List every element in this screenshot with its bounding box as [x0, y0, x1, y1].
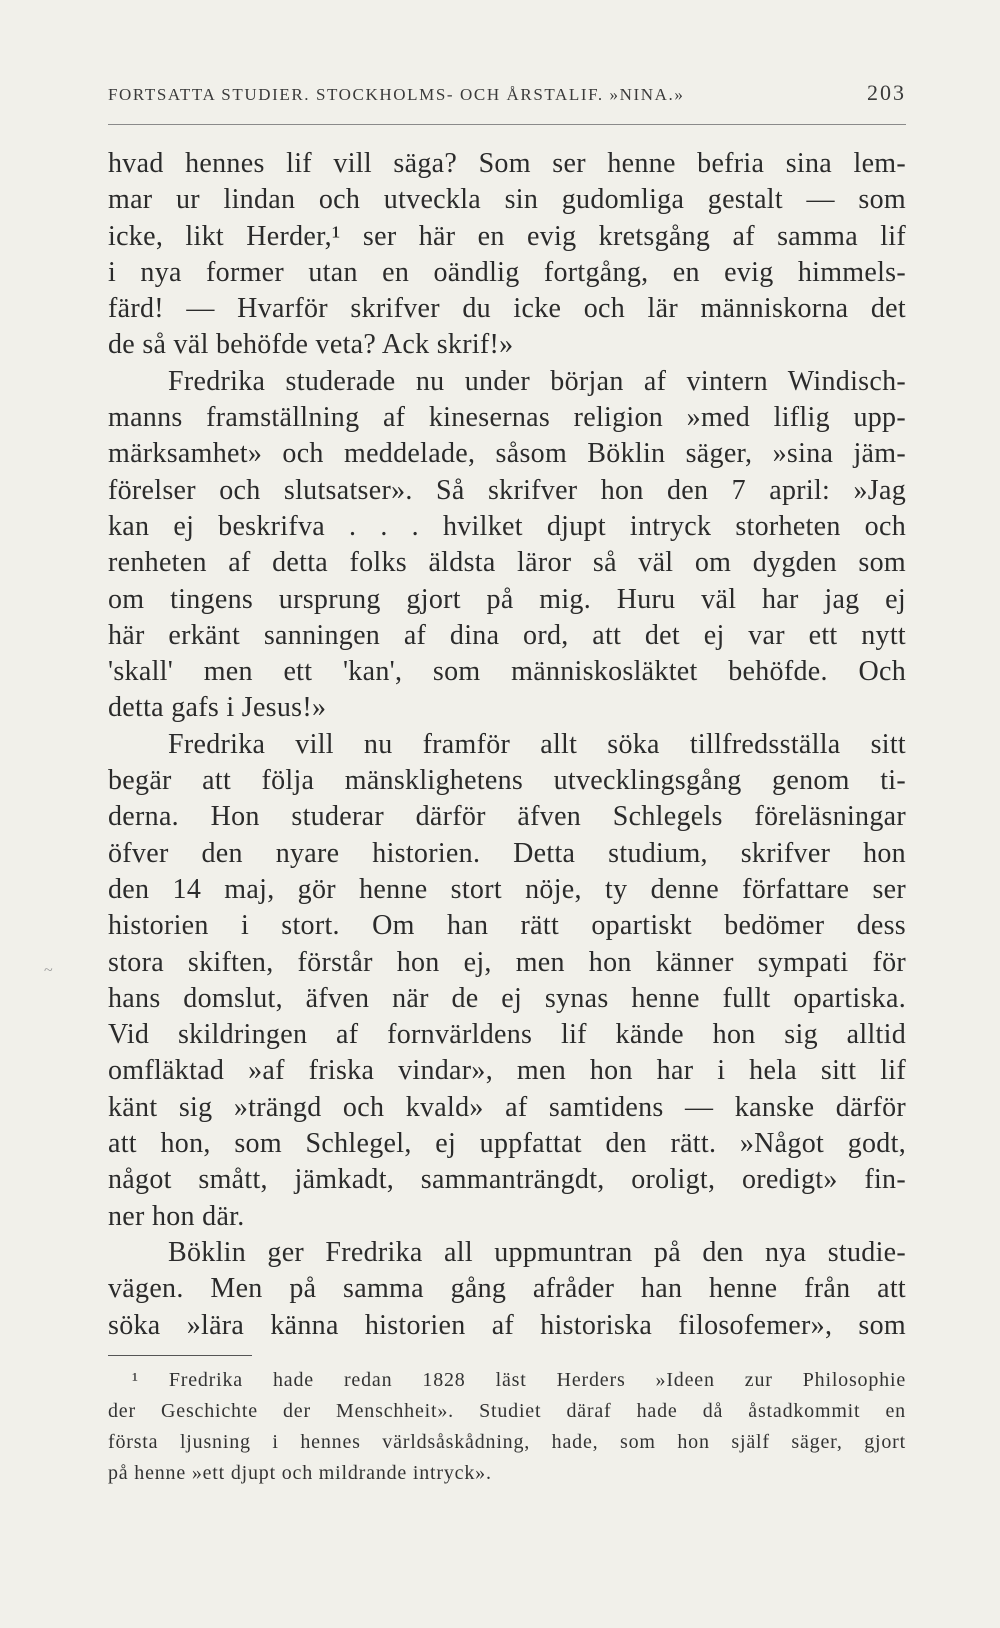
text-line: förelser och slutsatser». Så skrifver hon den 7 april: »Jag: [108, 474, 906, 506]
header-rule: [108, 124, 906, 125]
text-line: hans domslut, äfven när de ej synas henne fullt opartiska.: [108, 982, 906, 1014]
text-line: färd! — Hvarför skrifver du icke och lär människorna det: [108, 293, 906, 325]
text-line: mar ur lindan och utveckla sin gudomliga gestalt — som: [108, 184, 906, 216]
text-line: känt sig »trängd och kvald» af samtidens — kanske därför: [108, 1091, 906, 1123]
text-line: i nya former utan en oändlig fortgång, en evig himmels-: [108, 256, 906, 288]
text-line: märksamhet» och meddelade, såsom Böklin säger, »sina jäm-: [108, 438, 906, 470]
page-header: [108, 80, 906, 106]
text-line: stora skiften, förstår hon ej, men hon känner sympati för: [108, 946, 906, 978]
text-line: icke, likt Herder,¹ ser här en evig kretsgång af samma lif: [108, 220, 906, 252]
text-line: kan ej beskrifva . . . hvilket djupt intryck storheten och: [108, 510, 906, 542]
text-line: Fredrika vill nu framför allt söka tillfredsställa sitt: [168, 728, 906, 760]
text-line: att hon, som Schlegel, ej uppfattat den rätt. »Något godt,: [108, 1128, 906, 1160]
text-line: söka »lära känna historien af historiska filosofemer», som: [108, 1309, 906, 1341]
text-line: detta gafs i Jesus!»: [108, 692, 327, 724]
text-line: ner hon där.: [108, 1200, 245, 1232]
running-title: FORTSATTA STUDIER. STOCKHOLMS- OCH ÅRSTALIF. »NINA.»: [108, 85, 685, 104]
text-line: hvad hennes lif vill säga? Som ser henne befria sina lem-: [108, 148, 906, 179]
footnote-line: der Geschichte der Menschheit». Studiet däraf hade då åstadkommit en: [108, 1400, 906, 1422]
text-line: om tingens ursprung gjort på mig. Huru väl har jag ej: [108, 583, 906, 615]
footnote-rule: [108, 1355, 252, 1356]
text-line: något smått, jämkadt, sammanträngdt, oroligt, oredigt» fin-: [108, 1164, 906, 1196]
footnote-line: första ljusning i hennes världsåskådning, hade, som hon själf säger, gjort: [108, 1431, 906, 1453]
text-line: den 14 maj, gör henne stort nöje, ty denne författare ser: [108, 873, 906, 905]
text-line: omfläktad »af friska vindar», men hon har i hela sitt lif: [108, 1055, 906, 1087]
text-line: de så väl behöfde veta? Ack skrif!»: [108, 329, 514, 361]
text-line: Vid skildringen af fornvärldens lif kände hon sig alltid: [108, 1019, 906, 1051]
text-line: här erkänt sanningen af dina ord, att det ej var ett nytt: [108, 619, 906, 651]
footnotes: [108, 1365, 906, 1489]
text-line: derna. Hon studerar därför äfven Schlegels föreläsningar: [108, 801, 906, 833]
footnote-line: ¹ Fredrika hade redan 1828 läst Herders »Ideen zur Philosophie: [132, 1369, 906, 1391]
text-line: öfver den nyare historien. Detta studium, skrifver hon: [108, 837, 906, 869]
text-line: Fredrika studerade nu under början af vintern Windisch-: [168, 365, 906, 397]
text-line: 'skall' men ett 'kan', som människosläktet behöfde. Och: [108, 656, 906, 688]
margin-mark: ~: [44, 962, 53, 979]
text-line: Böklin ger Fredrika all uppmuntran på den nya studie-: [168, 1236, 906, 1268]
text-line: renheten af detta folks äldsta läror så väl om dygden som: [108, 547, 906, 579]
text-line: begär att följa mänsklighetens utvecklingsgång genom ti-: [108, 765, 906, 797]
text-line: vägen. Men på samma gång afråder han henne från att: [108, 1273, 906, 1305]
page-number: 203: [867, 80, 906, 105]
footnote-line: på henne »ett djupt och mildrande intryck».: [108, 1462, 492, 1484]
text-line: historien i stort. Om han rätt opartiskt bedömer dess: [108, 910, 906, 942]
body-text: [108, 146, 906, 1344]
text-line: manns framställning af kinesernas religion »med liflig upp-: [108, 402, 906, 434]
